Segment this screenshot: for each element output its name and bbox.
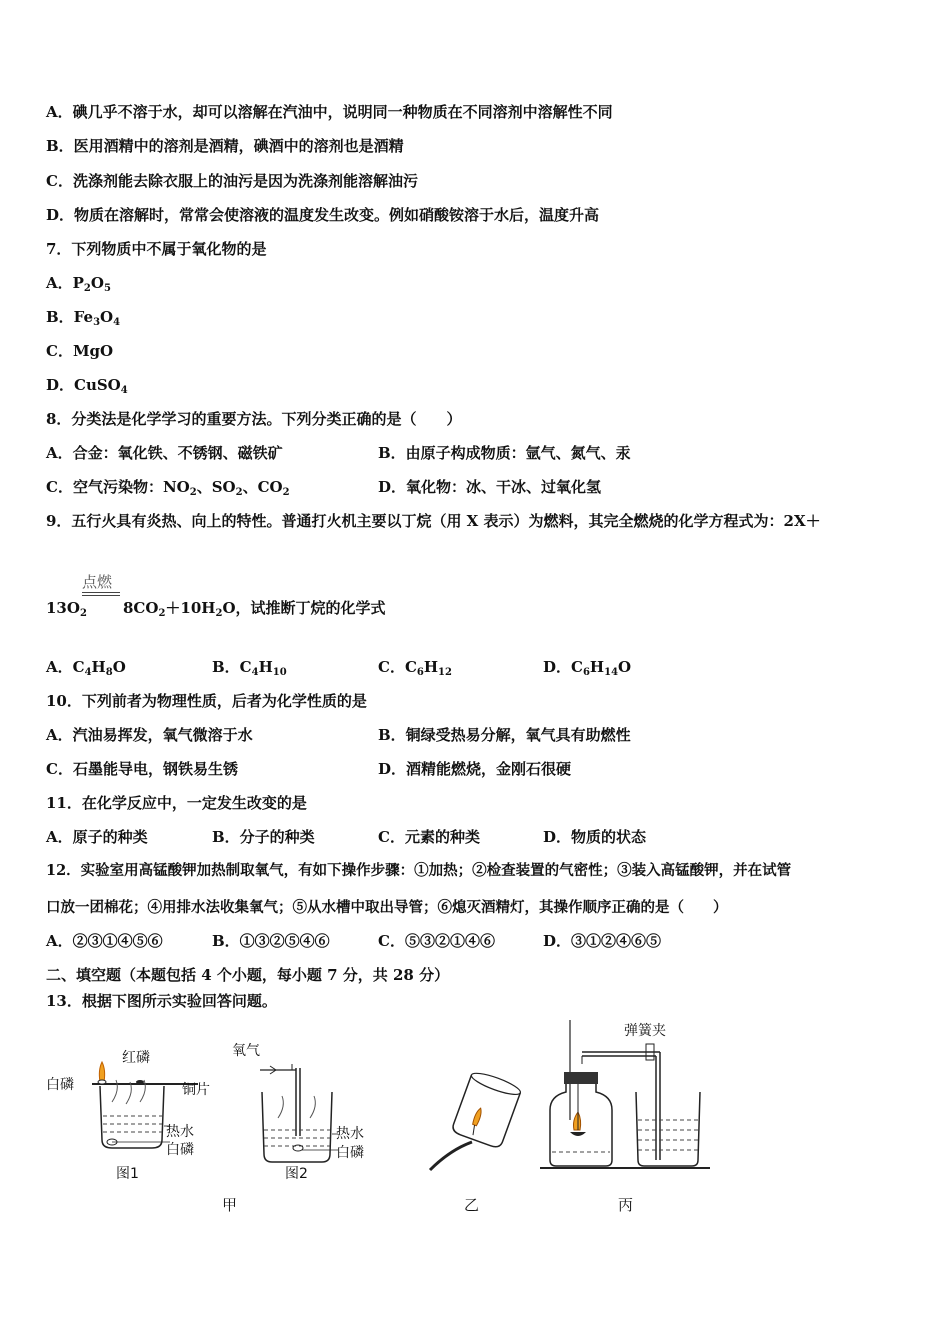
q12-option-c: C．⑤③②①④⑥ [378, 932, 495, 950]
q7-stem: 7．下列物质中不属于氧化物的是 [46, 240, 267, 258]
q9-stem: 9．五行火具有炎热、向上的特性。普通打火机主要以丁烷（用 X 表示）为燃料，其完全燃烧的化学方程式为：2X＋ [46, 512, 821, 530]
q6-option-d: D．物质在溶解时，常常会使溶液的温度发生改变。例如硝酸铵溶于水后，温度升高 [46, 206, 600, 224]
q8-option-d: D．氧化物：冰、干冰、过氧化氢 [378, 478, 602, 496]
q12-stem-line1: 12．实验室用高锰酸钾加热制取氧气，有如下操作步骤：①加热；②检查装置的气密性；③装入高锰酸钾，并在试管 [46, 862, 792, 879]
label-white-phosphorus-bottom: 白磷 [166, 1142, 194, 1158]
figure-bing-apparatus [540, 1020, 715, 1172]
q10-option-a: A．汽油易挥发，氧气微溶于水 [46, 726, 253, 744]
q10-option-b: B．铜绿受热易分解，氧气具有助燃性 [378, 726, 631, 744]
q9-option-b: B．$C_4H_{10}$ [212, 658, 287, 678]
q11-option-c: C．元素的种类 [378, 828, 480, 846]
caption-jia: 甲 [222, 1196, 238, 1214]
q6-option-c: C．洗涤剂能去除衣服上的油污是因为洗涤剂能溶解油污 [46, 172, 418, 190]
q9-option-a: A．$C_4H_8O$ [46, 658, 126, 678]
q12-option-b: B．①③②⑤④⑥ [212, 932, 330, 950]
q11-option-a: A．原子的种类 [46, 828, 148, 846]
q10-stem: 10．下列前者为物理性质，后者为化学性质的是 [46, 692, 367, 710]
section-heading: 二、填空题（本题包括 4 个小题，每小题 7 分，共 28 分） [46, 966, 450, 984]
caption-figure2: 图2 [285, 1166, 308, 1182]
q6-option-a: A．碘几乎不溶于水，却可以溶解在汽油中，说明同一种物质在不同溶剂中溶解性不同 [46, 103, 613, 121]
caption-figure1: 图1 [116, 1166, 139, 1182]
figure-yi-jar-diagram [420, 1070, 525, 1175]
q8-stem: 8．分类法是化学学习的重要方法。下列分类正确的是（ ） [46, 410, 462, 428]
q10-option-c: C．石墨能导电，钢铁易生锈 [46, 760, 238, 778]
q7-option-b: B．$Fe_3O_4$ [46, 308, 121, 328]
q11-option-b: B．分子的种类 [212, 828, 315, 846]
figure2-beaker-diagram [230, 1058, 345, 1168]
q9-option-c: C．$C_6H_{12}$ [378, 658, 452, 678]
label-copper-sheet: 铜片 [182, 1082, 210, 1098]
q13-stem: 13．根据下图所示实验回答问题。 [46, 992, 277, 1010]
label-hot-water-2: 热水 [336, 1126, 364, 1142]
equation-equals-sign [82, 592, 120, 596]
q7-option-d: D．CuSO$_4$ [46, 376, 128, 396]
q8-option-b: B．由原子构成物质：氩气、氮气、汞 [378, 444, 631, 462]
label-white-phosphorus-fig2: 白磷 [336, 1145, 364, 1161]
q10-option-d: D．酒精能燃烧，金刚石很硬 [378, 760, 572, 778]
label-oxygen: 氧气 [232, 1043, 260, 1059]
q9-equation-right: $8CO_2+10H_2O$，试推断丁烷的化学式 [123, 599, 386, 619]
q12-option-d: D．③①②④⑥⑤ [543, 932, 662, 950]
q8-option-a: A．合金：氧化铁、不锈钢、磁铁矿 [46, 444, 283, 462]
caption-bing: 丙 [618, 1196, 634, 1214]
q7-option-c: C．MgO [46, 342, 114, 360]
reaction-condition: 点燃 [82, 573, 113, 591]
q12-option-a: A．②③①④⑤⑥ [46, 932, 163, 950]
label-hot-water-1: 热水 [166, 1124, 194, 1140]
caption-yi: 乙 [464, 1196, 480, 1214]
label-red-phosphorus: 红磷 [122, 1050, 150, 1066]
q11-stem: 11．在化学反应中，一定发生改变的是 [46, 794, 307, 812]
q9-option-d: D．$C_6H_{14}O$ [543, 658, 632, 678]
label-white-phosphorus-top: 白磷 [46, 1077, 74, 1093]
q9-equation-left: $13O_2$ [46, 599, 87, 619]
q11-option-d: D．物质的状态 [543, 828, 647, 846]
label-spring-clamp: 弹簧夹 [624, 1023, 666, 1039]
q8-option-c: C．空气污染物：$NO_2$、$SO_2$、$CO_2$ [46, 478, 290, 498]
q7-option-a: A．$P_2O_5$ [46, 274, 111, 294]
q6-option-b: B．医用酒精中的溶剂是酒精，碘酒中的溶剂也是酒精 [46, 137, 404, 155]
q12-stem-line2: 口放一团棉花；④用排水法收集氧气；⑤从水槽中取出导管；⑥熄灭酒精灯，其操作顺序正确的是（ ） [46, 899, 728, 916]
